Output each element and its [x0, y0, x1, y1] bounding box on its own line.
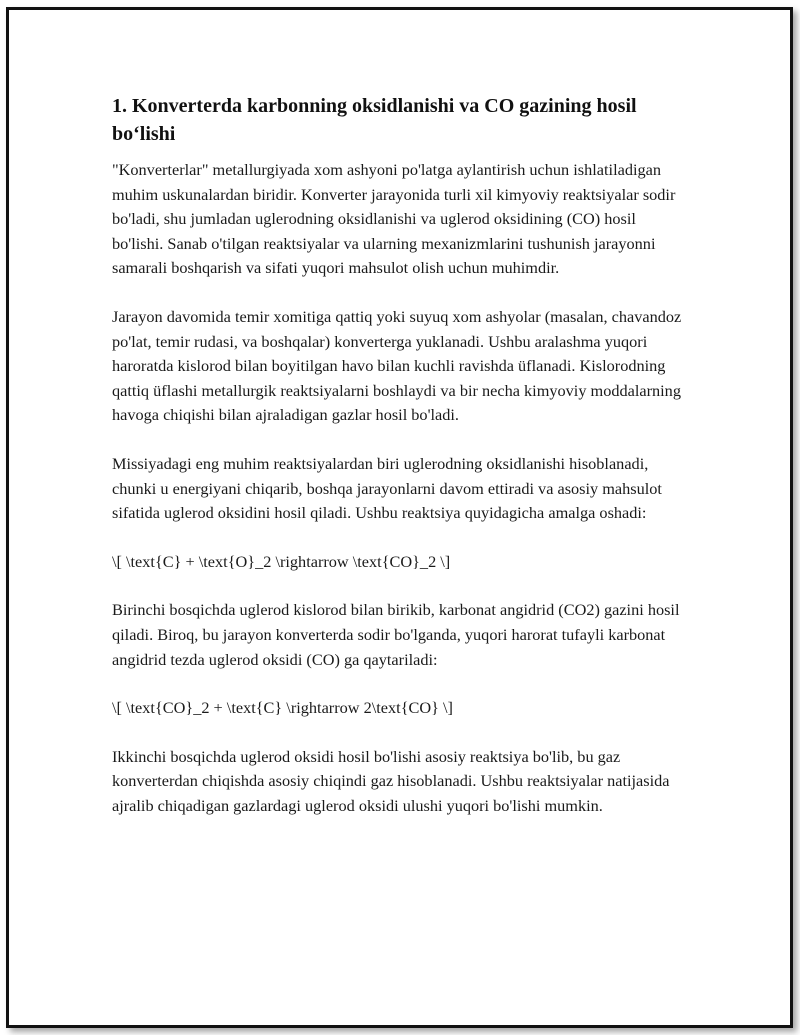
document-body	[112, 92, 682, 842]
formula-co-formation: \[ \text{CO}_2 + \text{C} \rightarrow 2\text{CO} \]	[112, 698, 453, 718]
paragraph-oxidation: Missiyadagi eng muhim reaktsiyalardan biri uglerodning oksidlanishi hisoblanadi, chunki u energiyani chiqarib, boshqa jarayonlarni davom ettiradi va asosiy mahsulot sifatida uglerod oksidini hosil qiladi. Ushbu reaktsiya quyidagicha amalga oshadi:	[112, 453, 662, 523]
formula-co2-formation: \[ \text{C} + \text{O}_2 \rightarrow \text{CO}_2 \]	[112, 551, 451, 571]
section-heading: 1. Konverterda karbonning oksidlanishi va CO gazining hosil bo‘lishi	[112, 95, 637, 145]
paragraph-intro: "Konverterlar" metallurgiyada xom ashyoni po'latga aylantirish uchun ishlatiladigan muhim uskunalardan biridir. Konverter jarayonida turli xil kimyoviy reaktsiyalar sodir bo'ladi, shu jumladan uglerodning oksidlanishi va uglerod oksidining (CO) hosil bo'lishi. Sanab o'tilgan reaktsiyalar va ularning mexanizmlarini tushunish jarayonni samarali boshqarish va sifati yuqori mahsulot olish uchun muhimdir.	[112, 160, 676, 278]
paragraph-process: Jarayon davomida temir xomitiga qattiq yoki suyuq xom ashyolar (masalan, chavandoz po'lat, temir rudasi, va boshqalar) konverterga yuklanadi. Ushbu aralashma yuqori haroratda kislorod bilan boyitilgan havo bilan kuchli ravishda üflanadi. Kislorodning qattiq üflashi metallurgik reaktsiyalarni boshlaydi va bir necha kimyoviy moddalarning havoga chiqishi bilan ajraladigan gazlar hosil bo'ladi.	[112, 306, 682, 425]
paragraph-first-stage: Birinchi bosqichda uglerod kislorod bilan birikib, karbonat angidrid (CO2) gazini hosil qiladi. Biroq, bu jarayon konverterda sodir bo'lganda, yuqori harorat tufayli karbonat angidrid tezda uglerod oksidi (CO) ga qaytariladi:	[112, 600, 680, 669]
paragraph-second-stage: Ikkinchi bosqichda uglerod oksidi hosil bo'lishi asosiy reaktsiya bo'lib, bu gaz konverterdan chiqishda asosiy chiqindi gaz hisoblanadi. Ushbu reaktsiyalar natijasida ajralib chiqadigan gazlardagi uglerod oksidi ulushi yuqori bo'lishi mumkin.	[112, 746, 670, 815]
